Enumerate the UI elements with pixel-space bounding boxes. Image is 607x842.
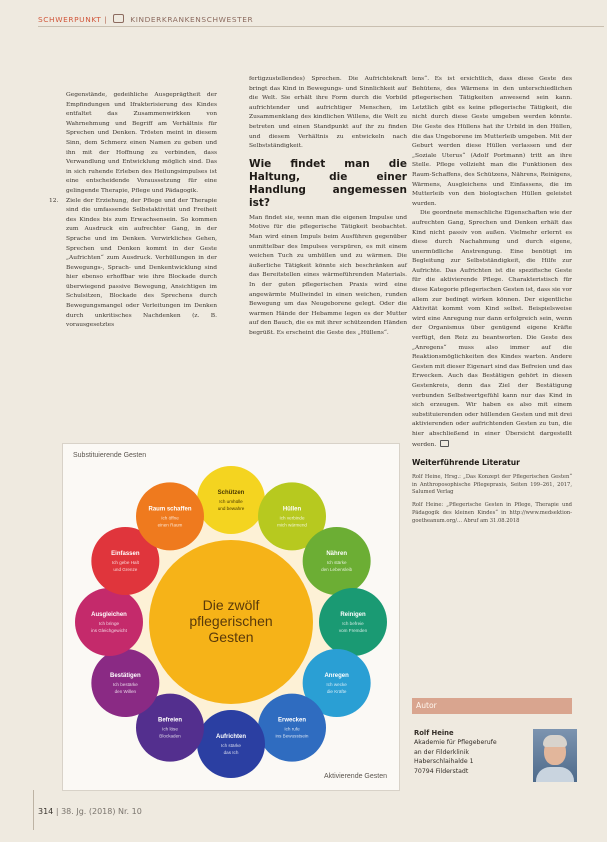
author-line-1: Akademie für Pflegeberufe xyxy=(414,739,497,747)
gesture-text: Ich verbinde xyxy=(279,515,305,521)
gesture-text: Ich löse xyxy=(162,726,178,732)
col1-intro: Gegenstände, gedeihliche Ausgeprägtheit der Empfindungen und Ifrakterisierung des Kindes entfaltet das Zusammenwirkken von Wahrnehmung und Begriff am Verhältnis für Sprechen und Denken. Trösten meint in diesem Sinn, dem Schmerz einen Namen zu geben und ihn mit der Hoffnung zu verbinden, dass Verwandlung und Entwicklung möglich sind. Das in sich ruhende Erleben des Heilungsimpulses ist eine entscheidende Voraussetzung für eine gelingende Therapie, Pflege und Pädagogik. xyxy=(66,92,217,194)
page-number: 314 xyxy=(38,807,54,816)
gesture-text: Ich bringe xyxy=(98,621,120,626)
gesture-text: ins Gleichgewicht xyxy=(91,628,127,633)
section-label: SCHWERPUNKT xyxy=(38,15,102,24)
gesture-text: ins Bewusstsein xyxy=(275,733,309,739)
footer-sep: | xyxy=(55,807,62,816)
gesture-12 xyxy=(136,482,204,550)
gesture-text: und Grenze xyxy=(113,567,138,572)
gesture-4 xyxy=(319,588,387,656)
gesture-name: Ausgleichen xyxy=(91,612,127,618)
col3-mid xyxy=(412,209,572,450)
literature-entry-1: Rolf Heine, Hrsg.: „Das Konzept der Pflegerischen Gesten“ in Anthroposophische Pflegepraxis, Seiten 199–261, 2017, Salumed Verlag xyxy=(412,473,572,496)
gesture-name: Nähren xyxy=(326,551,347,557)
gesture-name: Hüllen xyxy=(282,506,302,513)
numbered-item xyxy=(49,197,217,331)
magazine-logo-icon xyxy=(113,14,124,23)
author-name: Rolf Heine xyxy=(414,729,454,737)
column-3 xyxy=(412,75,572,531)
literature-entry-2: Rolf Heine: „Pflegerische Gesten in Pflege, Therapie und Pädagogik des kleinen Kindes“ in http://www.medsektion-goetheanum.org/... Abruf am 31.08.2018 xyxy=(412,502,572,524)
gesture-name: Einfassen xyxy=(111,551,140,557)
author-block xyxy=(414,729,526,776)
col3-top: lens“. Es ist ersichtlich, dass diese Geste des Behütens, des Wärmens in den unterschiedlichen pflegerischen Tätigkeiten anwesend sein kann. Letztlich gibt es keine pflegerische Tätigkeit, die nicht durch diese Geste umgeben werden könnte. Die Geste des Hüllens hat ihr Urbild in den Hüllen, die das Ungeborene im Mutterleib umgeben. Mit der Geburt werden diese Hüllen verlassen und der „Soziale Uterus“ (Adolf Portmann) tritt an ihre Stelle. Pflege vollzieht man die Funktionen des Raum-Schaffens, des Schützens, Nährens, Reinigens, Wärmens, Ausgleichens und Einfassens, die im Mutterleib von den biologischen Hüllen geleistet wurden. xyxy=(412,76,572,207)
gesture-name: Befreien xyxy=(157,717,183,724)
photo-body xyxy=(536,767,574,782)
item-text: Ziele der Erziehung, der Pflege und der Therapie sind die umfassende Selbstaktivität und Freiheit des Kindes bis zum Erwachsensein. So kommen zum Ausdruck ein aufrechter Gang, in der Sprache und im Denken. Verwirkliches Gehen, Sprechen und Denken kommt in der Geste „Aufrichten“ zum Ausdruck. Verhüllungen in der Bewegungs-, Sprach- und Denkentwicklung sind hier ebenso erhoffbar wie ihre Blockade durch überwiegend passive Bewegung, Ansichtigen im Schulsitzen, Blockade des Sprechens durch Bewegungsmangel oder Verleitungen im Denken durch unkritisches Nachdenken (z. B. vorausgesetztes xyxy=(66,197,217,329)
gestures-wheel xyxy=(63,444,399,790)
gesture-text: Ich wecke xyxy=(326,682,347,687)
gesture-text: mich wärmend xyxy=(277,522,307,528)
gesture-text: einen Raum xyxy=(157,522,183,528)
gesture-text: den Willen xyxy=(114,689,137,694)
gestures-figure xyxy=(62,443,400,791)
gesture-7 xyxy=(197,710,265,778)
item-number: 12. xyxy=(49,197,59,204)
gesture-name: Erwecken xyxy=(277,717,307,724)
photo-hair xyxy=(543,735,567,747)
center-title-line: Gesten xyxy=(208,629,254,645)
col2-top: fertigzustellendes) Sprechen. Die Aufrichtekraft bringt das Kind in Bewegungs- und Sinnlichkeit auf die Welt. Sie erhält ihre Form durch die Vorbild aufrichtender und aufrichtiger Menschen, im Zusammenklang des kindlichen Willens, die Welt zu betreten und einen Standpunkt auf ihr zu finden und diesem Verhältnis zu entwickeln nach Selbstständigkeit. xyxy=(249,76,407,150)
gesture-text: die Kräfte xyxy=(326,689,347,694)
gesture-text: Ich befreie xyxy=(342,621,364,626)
gesture-6 xyxy=(258,694,326,762)
footer xyxy=(38,807,142,816)
gesture-3 xyxy=(303,527,371,595)
author-bar xyxy=(412,698,572,714)
center-title-line: pflegerischen xyxy=(189,613,273,629)
column-2 xyxy=(249,75,407,338)
end-mark-icon xyxy=(440,440,449,447)
gesture-name: Bestätigen xyxy=(110,673,141,679)
author-line-3: Haberschlaihalde 1 xyxy=(414,758,474,766)
gesture-name: Raum schaffen xyxy=(148,506,192,513)
separator-icon: | xyxy=(104,15,111,24)
gesture-name: Reinigen xyxy=(340,612,366,618)
center-title-line: Die zwölf xyxy=(202,597,260,613)
gesture-text: Ich bestärke xyxy=(112,682,138,687)
gesture-text: Ich stärke xyxy=(326,560,347,565)
header-rule xyxy=(38,26,604,27)
col2-body: Man findet sie, wenn man die eigenen Impulse und Motive für die pflegerische Tätigkeit beobachtet. Man wird einen Impuls beim Ausführen gegenüber unmittelbar des Impulses verspüren, es mit einem weichen Tuch zu umhüllen und zu wärmen. Die äußerliche Tätigkeit könnte sich beschränken auf das Bereitstellen eines wärmeführenden Materials. In der guten pflegerischen Praxis wird eine angewärmte Mullwindel in einen weichen, runden Bewegung um das Neugeborene gelegt. Oder die warmen Hände der Hebamme legen es der Mutter auf den Bauch, die es mit ihrer schützenden Händen begrüßt. Es erscheint die Geste des „Hüllens“. xyxy=(249,214,407,336)
topic-label: KINDERKRANKENSCHWESTER xyxy=(130,15,254,24)
author-photo xyxy=(533,729,577,782)
gesture-text: das Ich xyxy=(223,750,239,755)
literature-heading: Weiterführende Literatur xyxy=(412,458,520,468)
footer-rule xyxy=(33,790,34,830)
gesture-text: Ich umhülle xyxy=(219,499,243,504)
gesture-name: Aufrichten xyxy=(216,734,246,740)
column-1 xyxy=(49,91,217,331)
gesture-text: Ich öffne xyxy=(161,515,179,521)
gesture-name: Schützen xyxy=(217,490,245,496)
issue-info: 38. Jg. (2018) Nr. 10 xyxy=(61,807,142,816)
gesture-text: Ich gebe Halt xyxy=(111,560,139,565)
figure-label-bottom: Aktivierende Gesten xyxy=(323,773,387,780)
gesture-9 xyxy=(91,649,159,717)
running-header xyxy=(38,14,253,24)
figure-label-top: Substituierende Gesten xyxy=(73,452,147,459)
gesture-1 xyxy=(197,466,265,534)
gesture-text: den Lebensleib xyxy=(321,567,353,572)
author-bar-label: Autor xyxy=(416,701,437,710)
author-line-4: 70794 Filderstadt xyxy=(414,767,469,775)
gesture-text: Ich rufe xyxy=(284,726,300,732)
gesture-text: vom Fremden xyxy=(338,628,368,633)
gesture-text: Blockaden xyxy=(159,733,181,739)
col3-mid-text: Die geordnete menschliche Eigenschaften wie der aufrechten Gang, Sprechen und Denken erhält das Kind nicht passiv von außen. Vielmehr erlernt es diese durch Nachahmung und durch eigene, unermüdliche Anstrengung. Eine benötigt im Begleitung zur Selbstständigkeit, die Hilfe zur Aufrichte. Das Aufrichten ist die spezifische Geste für die aktivierende Pflege. Charakteristisch für diese Kategorie pflegerischen Gesten ist, dass sie vor allem zur bedingt wirken können. Der eigentliche Aktivität kommt vom Kind selbst. Beispielsweise wird eine Anregung nur dann erfolgreich sein, wenn der Organismus über genügend eigene Kräfte verfügt, den Reiz zu beantworten. Die Geste des „Anregens“ muss also immer auf die Reaktionsmöglichkeiten des Kindes warten. Andere Gesten mit dieser Eigenart sind das Befreien und das Erwecken. Auch das Bestätigen gehört in diesen Gestenkreis, denn das Ziel der Bestätigung verbunden Selbstwertgefühl kann nur das Kind in sich erzeugen. Wir haben es also mit einem substituierenden oder hüllenden Gesten und mit drei aktivierenden oder aufrichtenden Gesten zu tun, die hier abschließend in einer Übersicht dargestellt werden. xyxy=(412,210,572,448)
author-line-2: an der Filderklinik xyxy=(414,748,469,756)
gesture-10 xyxy=(75,588,143,656)
gesture-text: und bewahre xyxy=(217,506,245,511)
gesture-name: Anregen xyxy=(324,673,349,679)
section-heading: Wie findet man die Haltung, die einer Handlung angemessen ist? xyxy=(249,157,407,209)
gesture-text: Ich stärke xyxy=(221,743,241,748)
